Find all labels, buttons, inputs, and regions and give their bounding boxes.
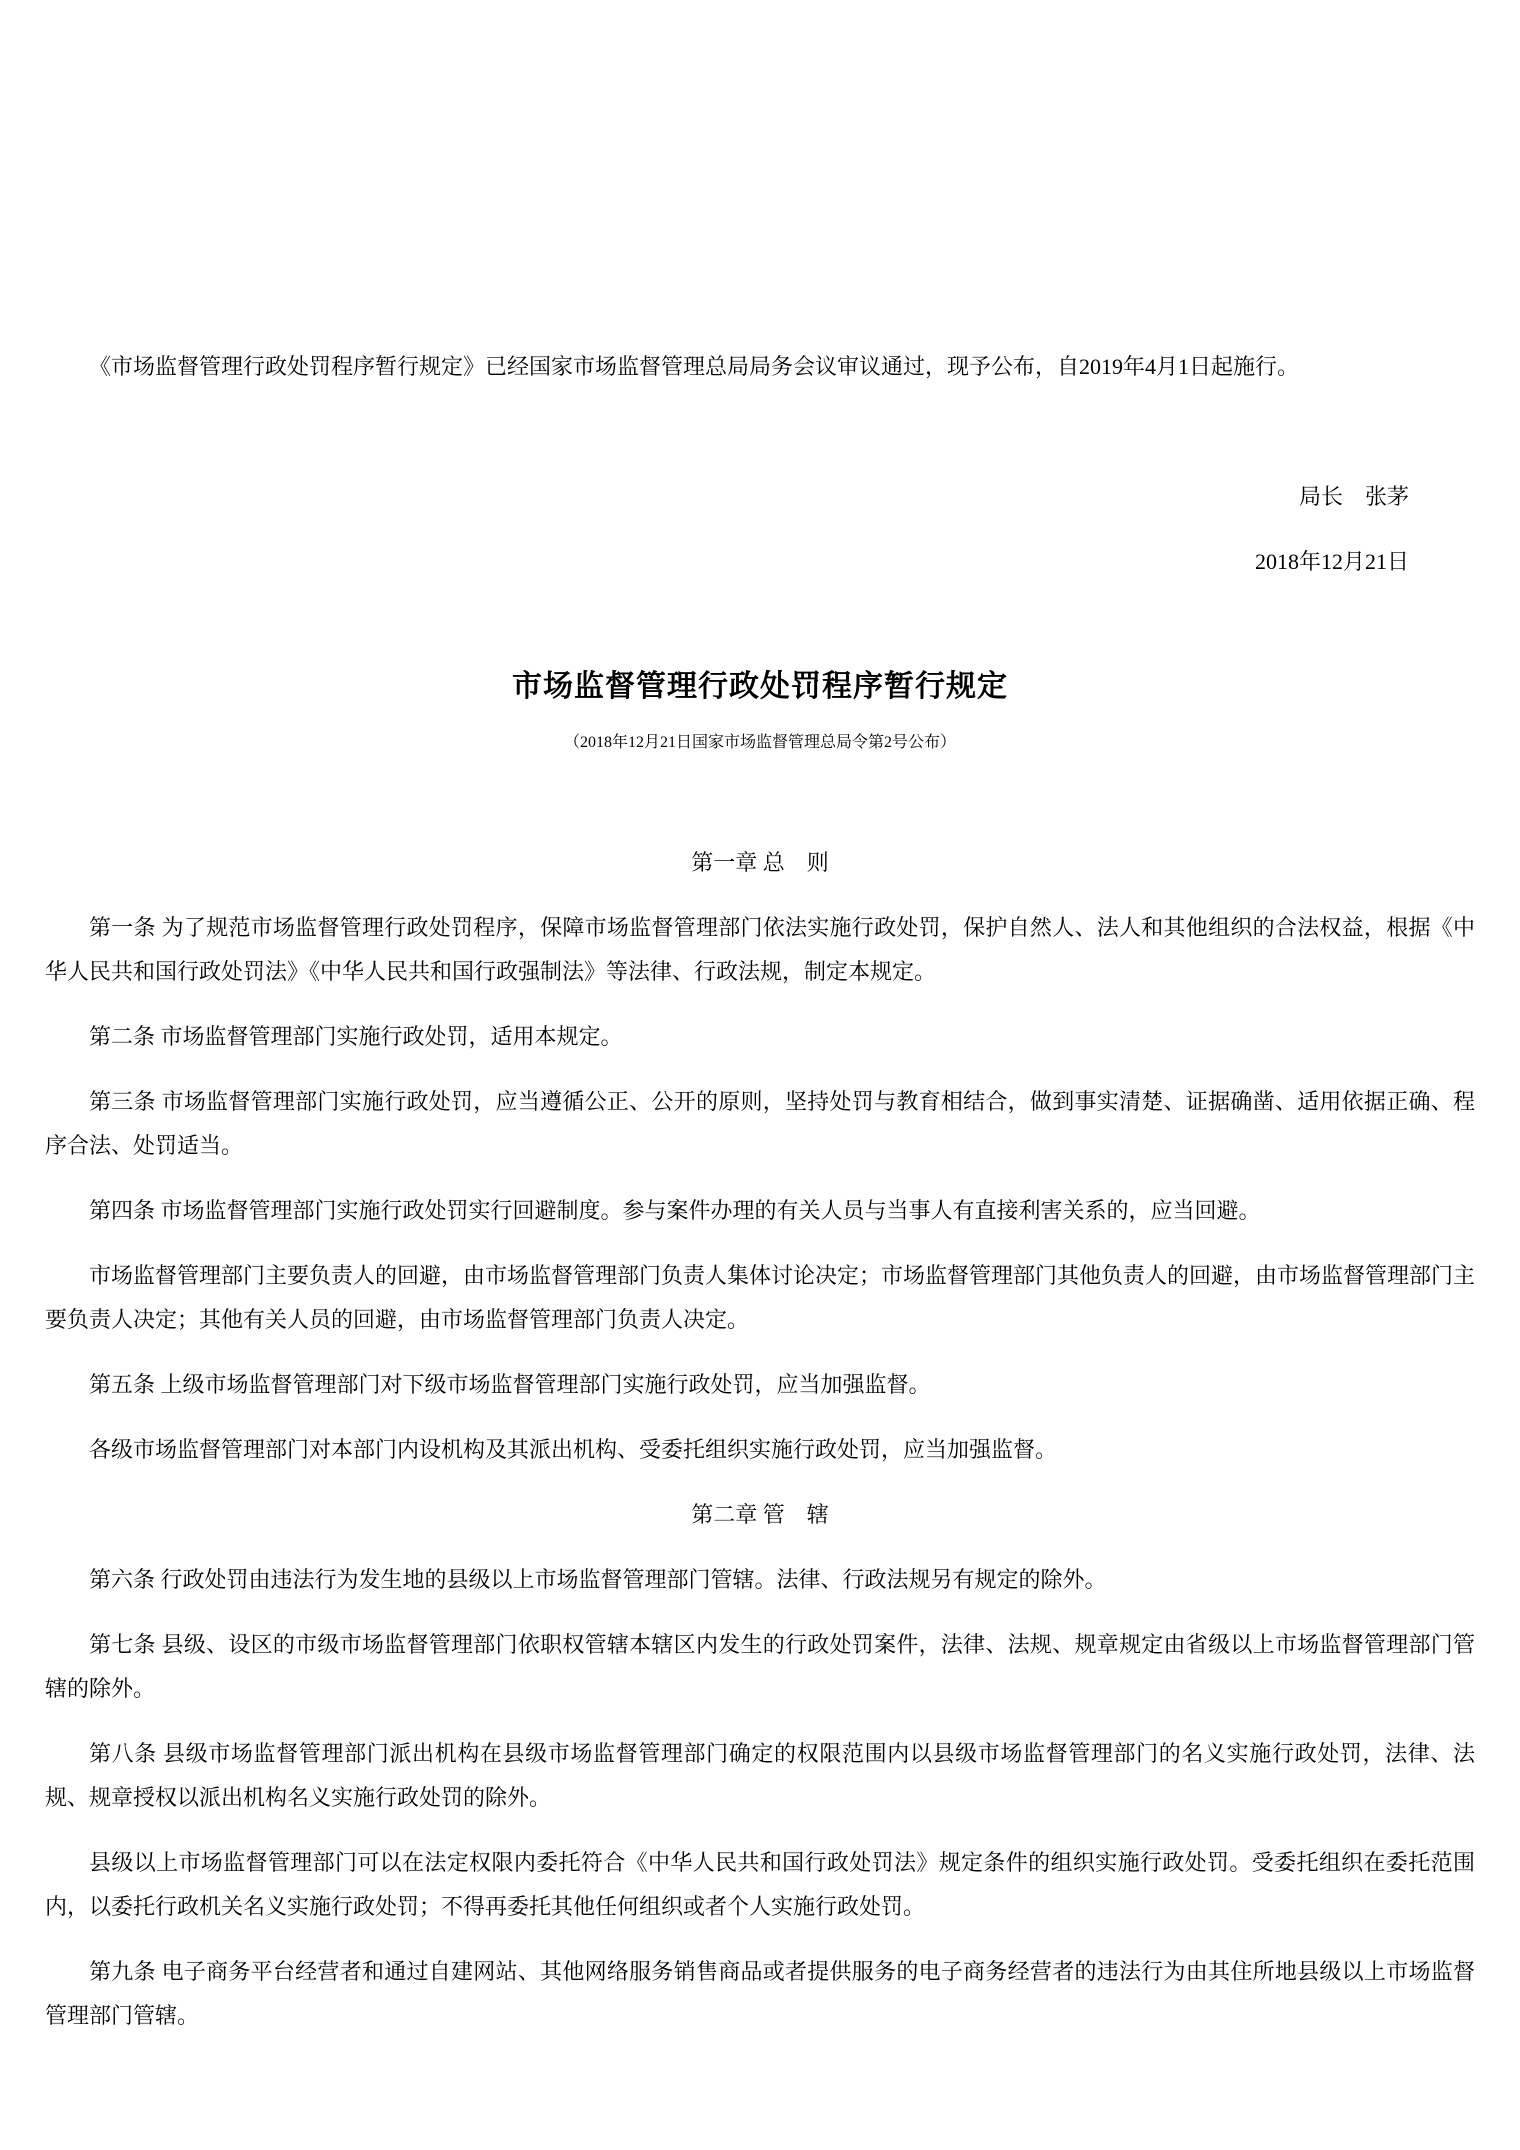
article-3-paragraph: 第三条 市场监督管理部门实施行政处罚，应当遵循公正、公开的原则，坚持处罚与教育相结合，做到事实清楚、证据确凿、适用依据正确、程序合法、处罚适当。 bbox=[45, 1089, 1475, 1158]
article-5-paragraph: 第五条 上级市场监督管理部门对下级市场监督管理部门实施行政处罚，应当加强监督。 bbox=[89, 1372, 931, 1397]
article-9-paragraph: 第九条 电子商务平台经营者和通过自建网站、其他网络服务销售商品或者提供服务的电子商务经营者的违法行为由其住所地县级以上市场监督管理部门管辖。 bbox=[45, 1959, 1475, 2028]
document-title: 市场监督管理行政处罚程序暂行规定 bbox=[512, 670, 1008, 703]
signature-date: 2018年12月21日 bbox=[1254, 549, 1409, 574]
announcement-paragraph: 《市场监督管理行政处罚程序暂行规定》已经国家市场监督管理总局局务会议审议通过，现予公布，自2019年4月1日起施行。 bbox=[89, 354, 1300, 379]
chapter-2-heading: 第二章 管 辖 bbox=[691, 1502, 829, 1527]
article-8-paragraph: 第八条 县级市场监督管理部门派出机构在县级市场监督管理部门确定的权限范围内以县级市场监督管理部门的名义实施行政处罚，法律、法规、规章授权以派出机构名义实施行政处罚的除外。 bbox=[45, 1741, 1475, 1810]
signature-line: 局长 张茅 bbox=[1298, 484, 1409, 509]
article-6-paragraph: 第六条 行政处罚由违法行为发生地的县级以上市场监督管理部门管辖。法律、行政法规另有规定的除外。 bbox=[89, 1567, 1107, 1592]
article-4-continuation-paragraph: 市场监督管理部门主要负责人的回避，由市场监督管理部门负责人集体讨论决定；市场监督管理部门其他负责人的回避，由市场监督管理部门主要负责人决定；其他有关人员的回避，由市场监督管理部门负责人决定。 bbox=[45, 1263, 1476, 1332]
chapter-1-heading: 第一章 总 则 bbox=[691, 850, 829, 875]
article-4-paragraph: 第四条 市场监督管理部门实施行政处罚实行回避制度。参与案件办理的有关人员与当事人有直接利害关系的，应当回避。 bbox=[89, 1198, 1261, 1223]
article-1-paragraph: 第一条 为了规范市场监督管理行政处罚程序，保障市场监督管理部门依法实施行政处罚，保护自然人、法人和其他组织的合法权益，根据《中华人民共和国行政处罚法》《中华人民共和国行政强制法》等法律、行政法规，制定本规定。 bbox=[45, 915, 1475, 984]
article-8-continuation-paragraph: 县级以上市场监督管理部门可以在法定权限内委托符合《中华人民共和国行政处罚法》规定条件的组织实施行政处罚。受委托组织在委托范围内，以委托行政机关名义实施行政处罚；不得再委托其他任何组织或者个人实施行政处罚。 bbox=[45, 1850, 1475, 1919]
article-5-continuation-paragraph: 各级市场监督管理部门对本部门内设机构及其派出机构、受委托组织实施行政处罚，应当加强监督。 bbox=[89, 1437, 1058, 1462]
article-2-paragraph: 第二条 市场监督管理部门实施行政处罚，适用本规定。 bbox=[89, 1024, 623, 1049]
document-subtitle: （2018年12月21日国家市场监督管理总局令第2号公布） bbox=[563, 734, 956, 751]
article-7-paragraph: 第七条 县级、设区的市级市场监督管理部门依职权管辖本辖区内发生的行政处罚案件，法律、法规、规章规定由省级以上市场监督管理部门管辖的除外。 bbox=[45, 1632, 1475, 1701]
